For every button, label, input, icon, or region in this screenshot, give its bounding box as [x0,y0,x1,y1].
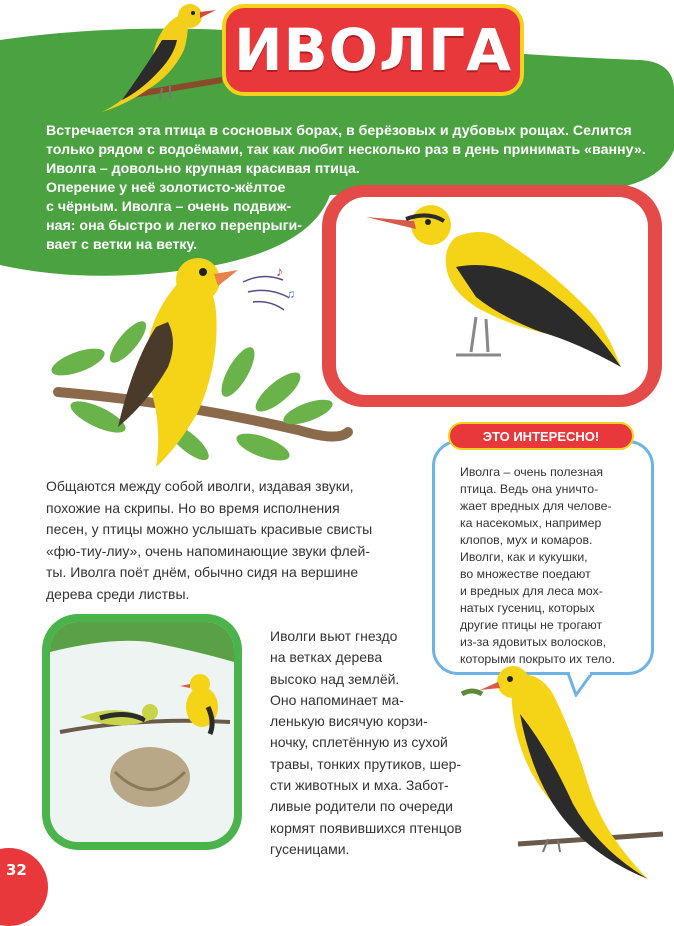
song-paragraph: Общаются между собой иволги, издавая звуки, похожие на скрипы. Но во время исполнения песен, у птицы можно услышать красивые свисты «фю-тиу-лиу», очень напоминающие звуки флей- ты. Иволга поёт днём, обычно сидя на вершине дерева среди листвы. [46,478,373,602]
page-number: 32 [6,861,27,879]
page-title: ИВОЛГА [233,16,513,84]
oriole-with-caterpillar-illustration [458,654,668,884]
page-number-badge [0,848,48,926]
singing-oriole-illustration [38,252,368,472]
svg-text:♫: ♫ [286,287,295,301]
nest-photo [50,622,234,842]
intro-paragraph: Встречается эта птица в сосновых борах, в берёзовых и дубовых рощах. Селится только рядом с водоёмами, так как любит несколько раз в день принимать «ванну». Иволга – довольно крупная красивая птица. Оперение у неё золотисто-жёлтое с чёрным. Иволга – очень подвиж- ная: она быстро и легко перепрыги- вает с ветки на ветку. [46,123,646,253]
oriole-photo-frame [322,185,662,407]
nest-photo-frame [42,614,242,850]
fact-paragraph: Иволга – очень полезная птица. Ведь она уничто- жает вредных для челове- ка насекомых, например клопов, мух и комаров. Иволги, как и кукушки, во множестве поедают и вредных для леса мох- натых гусениц, которых другие птицы не трогают из-за ядовитых волосков, которыми покрыто их тело. [460,465,616,666]
oriole-on-branch-illustration [92,0,222,118]
page-title-badge [222,4,524,96]
nest-paragraph: Иволги вьют гнездо на ветках дерева высоко над землёй. Оно напоминает ма- ленькую висячую корзи- ночку, сплетённую из сухой травы, тонких прутиков, шер- сти животных и мха. Забот- ливые родители по очереди кормят появившихся птенцов гусеницами. [270,628,462,857]
svg-text:♪: ♪ [276,263,283,279]
oriole-photo [336,197,648,395]
fact-badge: ЭТО ИНТЕРЕСНО! [448,422,634,450]
